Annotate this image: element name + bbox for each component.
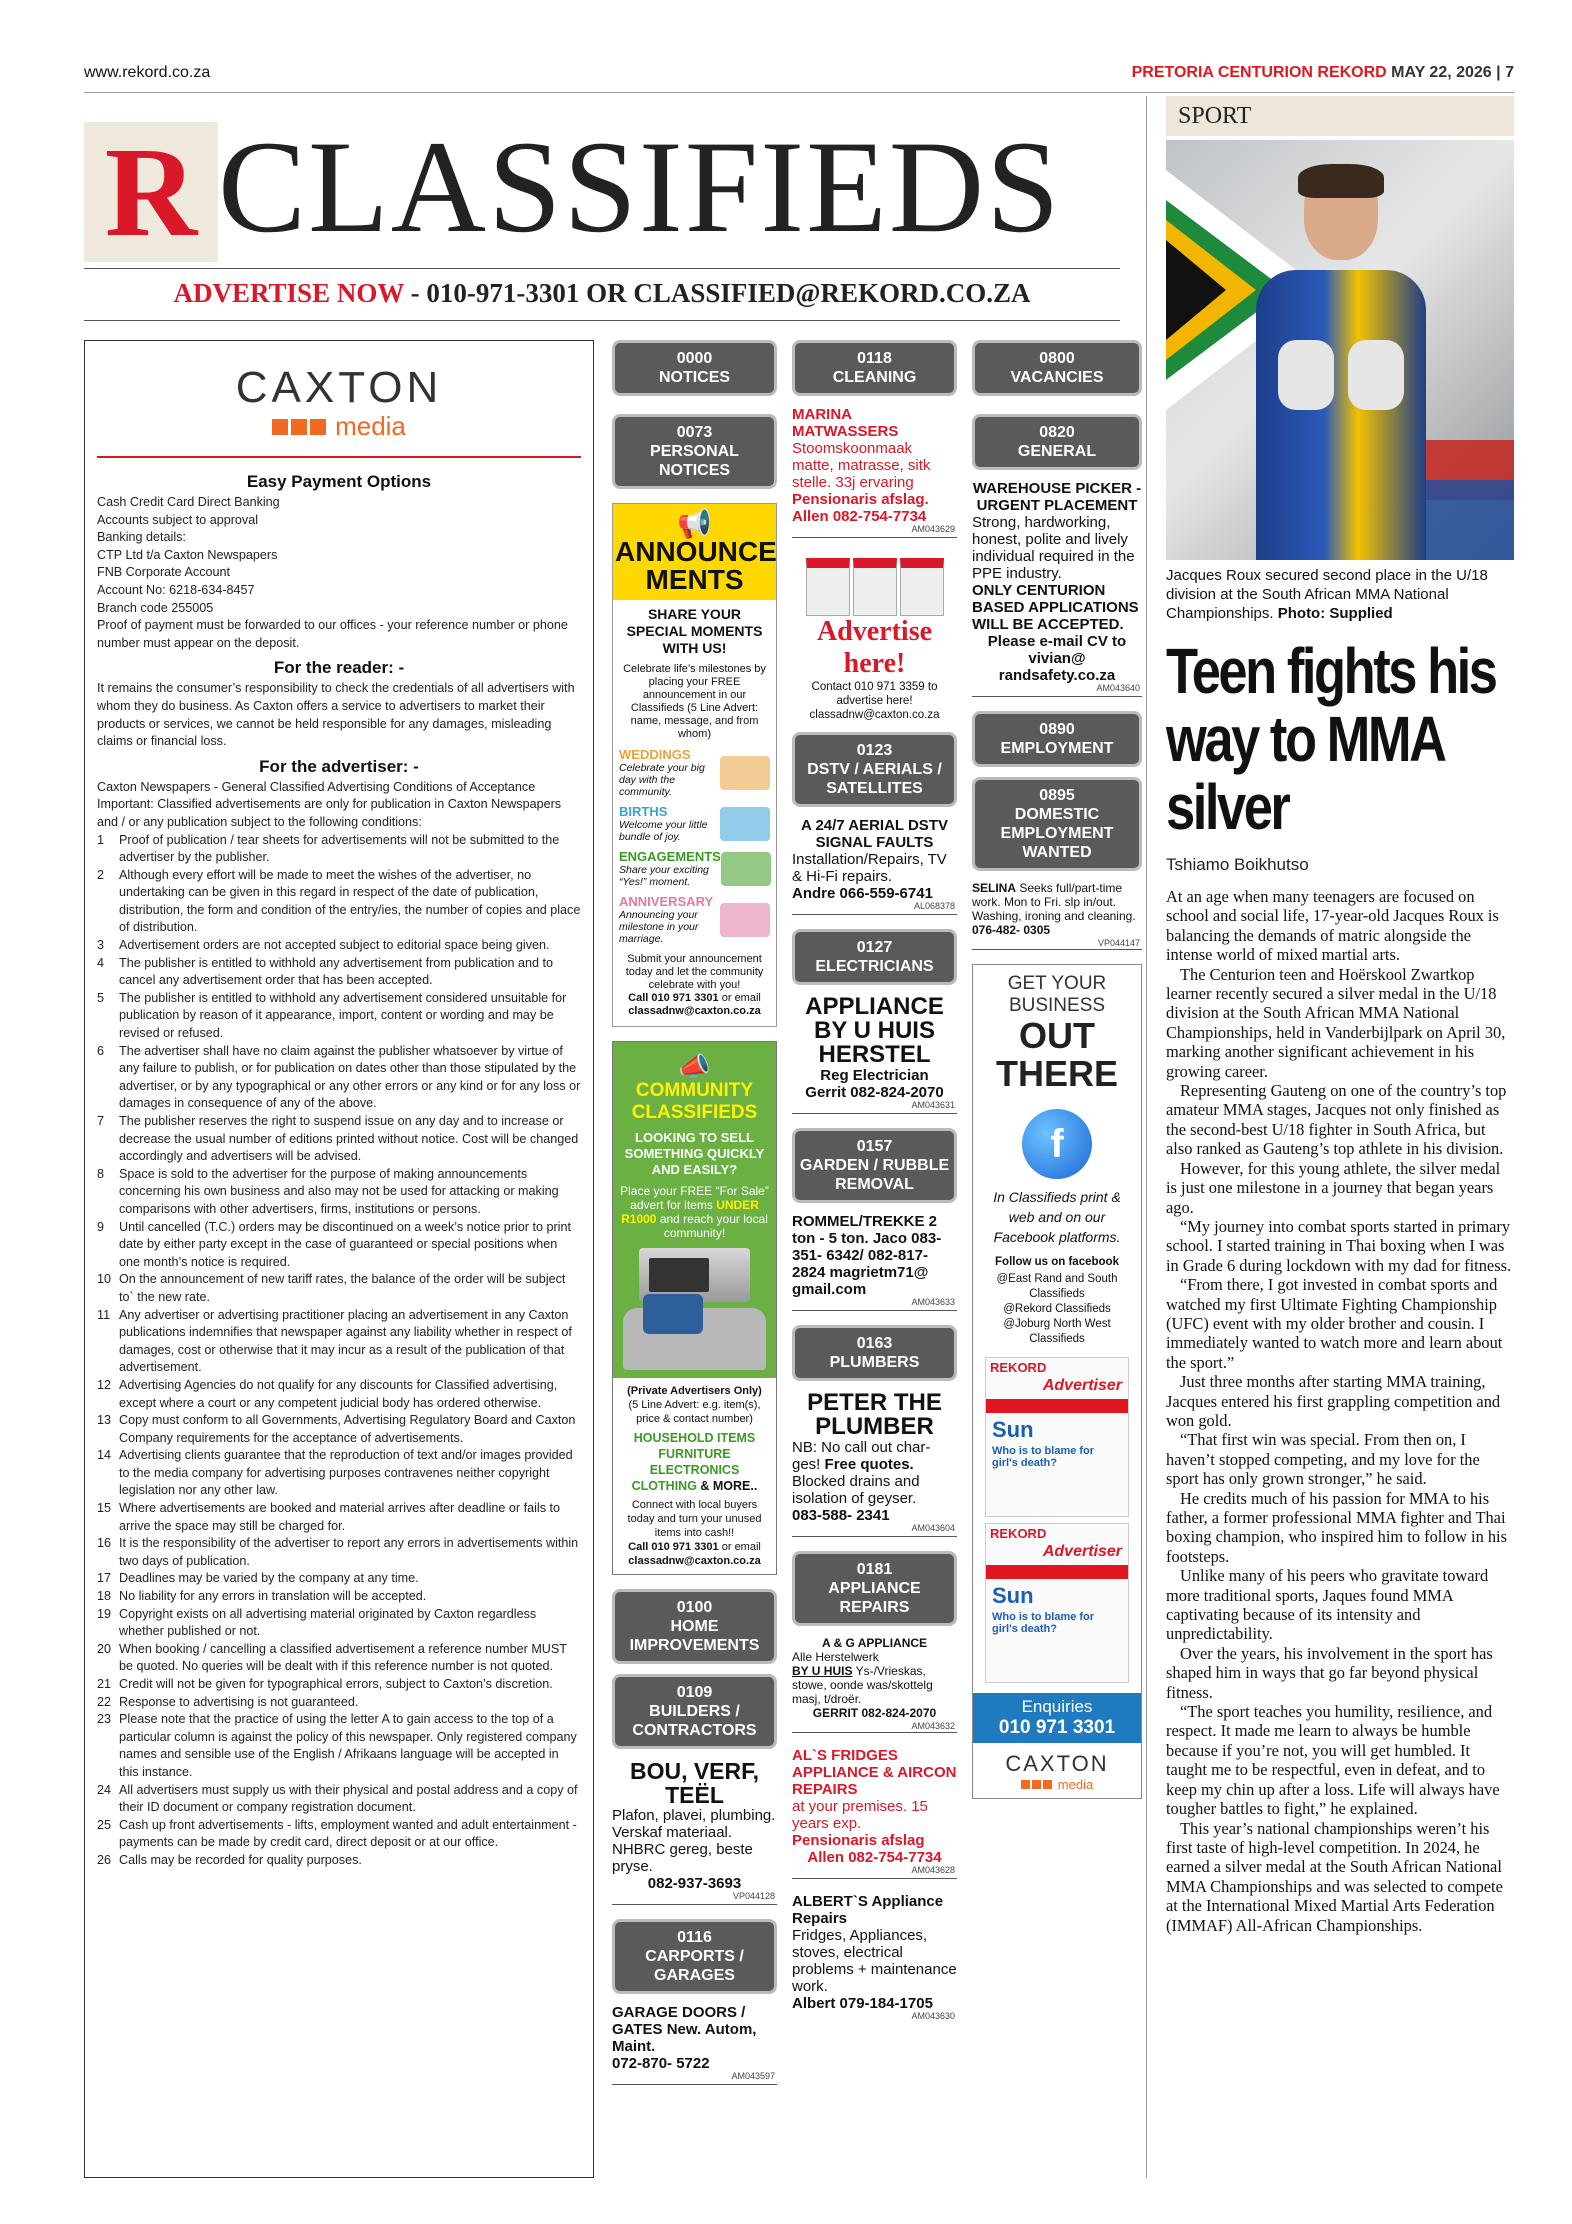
ad-phone[interactable]: Allen 082-754-7734 (792, 508, 927, 525)
section-header-0157[interactable]: 0157 GARDEN / RUBBLE REMOVAL (792, 1128, 957, 1203)
community-email[interactable]: classadnw@caxton.co.za (628, 1555, 761, 1567)
terms-item: 4 The publisher is entitled to withhold any advertisement from publication and to cancel any advertisement order that has been accepted. (97, 955, 554, 988)
column-cleaning (792, 340, 957, 2038)
section-header-0123[interactable]: 0123 DSTV / AERIALS / SATELLITES (792, 732, 957, 807)
ad-warehouse-picker: WAREHOUSE PICKER - URGENT PLACEMENT Strong, hardworking, honest, polite and lively individual required in the PPE industry. ONLY CENTURION BASED APPLICATIONS WILL BE ACCEPTED. Please e-mail CV to vivian@ randsafety.co.za AM043640 (972, 480, 1142, 697)
community-items: HOUSEHOLD ITEMS FURNITURE ELECTRONICS CLOTHING & MORE.. (631, 1431, 758, 1493)
terms-item: 20 When booking / cancelling a classified advertisement a reference number MUST be quoted. No queries will be dealt with if this reference number is not quoted. (97, 1641, 567, 1674)
enquiries-phone[interactable]: 010 971 3301 (998, 1717, 1116, 1738)
sport-column (1166, 96, 1514, 1935)
caxton-logo-text: CAXTON (235, 363, 443, 412)
terms-box (84, 340, 594, 2178)
column-vacancies (972, 340, 1142, 1799)
athlete-photo (1166, 140, 1514, 560)
terms-list (97, 832, 581, 1870)
payment-heading: Easy Payment Options (246, 472, 432, 491)
announcement-type: WEDDINGS Celebrate your big day with the community. (619, 747, 770, 798)
article-paragraph: He credits much of his passion for MMA to his father, a former professional MMA fighter and Thai boxing champion, who inspired him to follow in his footsteps. (1166, 1488, 1507, 1566)
advertiser-heading: For the advertiser: - (259, 756, 419, 776)
page-number: 7 (1505, 64, 1514, 81)
ad-title: PETER THE PLUMBER (807, 1389, 942, 1440)
ad-code: VP044128 (732, 1891, 775, 1901)
getbiz-pages[interactable]: @East Rand and South Classifieds @Rekord Classifieds @Joburg North West Classifieds (996, 1273, 1118, 1345)
ad-body: Strong, hardworking, honest, polite and lively individual required in the PPE industry. (972, 514, 1135, 582)
announcement-type: ANNIVERSARY Announcing your milestone in your marriage. (619, 894, 770, 945)
getbiz-title: OUT THERE (995, 1015, 1118, 1094)
terms-item: 17 Deadlines may be varied by the company at any time. (97, 1571, 419, 1586)
announcements-ad (612, 503, 777, 1027)
ad-phone[interactable]: 083-588- 2341 (792, 1507, 890, 1524)
announcement-image (720, 903, 770, 937)
terms-item: 16 It is the responsibility of the advertiser to report any errors in advertisements within two days of publication. (97, 1536, 579, 1568)
section-header-0163[interactable]: 0163 PLUMBERS (792, 1325, 957, 1381)
section-header-0100[interactable]: 0100 HOME IMPROVEMENTS (612, 1589, 777, 1664)
ad-phone[interactable]: 072-870- 5722 (612, 2055, 710, 2072)
section-header-0820[interactable]: 0820 GENERAL (972, 414, 1142, 470)
ad-code: AM043629 (911, 524, 955, 534)
ad-code: AM043630 (911, 2011, 955, 2021)
ad-title: A 24/7 AERIAL DSTV SIGNAL FAULTS (801, 817, 948, 851)
announcement-types (619, 747, 770, 945)
article-paragraph: However, for this young athlete, the silver medal is just one milestone in a journey that began years ago. (1166, 1158, 1501, 1217)
ad-code: VP044147 (1097, 938, 1140, 948)
ad-code: AM043640 (1096, 683, 1140, 693)
article-paragraph: Just three months after starting MMA training, Jacques entered his first grappling competition and won gold. (1166, 1372, 1501, 1430)
get-your-business-out-there-ad (972, 964, 1142, 1799)
terms-item: 5 The publisher is entitled to withhold any advertisement considered unsuitable for publication by reason of it appearance, import, content or wording and may be revised or refused. (97, 990, 567, 1041)
newspaper-thumbnail: REKORD Advertiser Sun Who is to blame for girl's death? (985, 1523, 1129, 1683)
ad-phone[interactable]: Gerrit 082-824-2070 (805, 1084, 944, 1101)
photo-caption: Jacques Roux secured second place in the U/18 division at the South African MMA National Championships. Photo: Supplied (1166, 567, 1488, 622)
getbiz-heading: GET YOUR BUSINESS (1007, 973, 1107, 1016)
ad-marina: MARINA MATWASSERS Stoomskoonmaak matte, matrasse, sitk stelle. 33j ervaring Pensionaris afslag. Allen 082-754-7734 AM043629 (792, 406, 957, 538)
announcements-contact: Call 010 971 3301 or email classadnw@caxton.co.za (628, 992, 761, 1017)
headline: Teen fights his way to MMA silver (1166, 635, 1496, 843)
announcement-image (720, 756, 770, 790)
article-paragraph: At an age when many teenagers are focused on school and social life, 17-year-old Jacques Roux is balancing the demands of matric alongside the intense world of mixed martial arts. (1166, 887, 1499, 965)
sport-label: SPORT (1166, 96, 1514, 136)
reader-text: It remains the consumer’s responsibility to check the credentials of all advertisers with whom they do business. As Caxton offers a service to advertisers to market their products or services, we cannot be held responsible for any damages, misleading claims or financial loss. (97, 681, 575, 749)
getbiz-follow: Follow us on facebook (995, 1256, 1119, 1268)
terms-item: 19 Copyright exists on all advertising material originated by Caxton regardless whether published or not. (97, 1606, 537, 1639)
announcement-type: BIRTHS Welcome your little bundle of joy. (619, 804, 770, 843)
terms-item: 18 No liability for any errors in translation will be accepted. (97, 1589, 427, 1604)
top-bar (84, 60, 1514, 88)
terms-item: 11 Any advertiser or advertising practitioner placing an advertisement in any Caxton publications indemnifies that newspaper against any liability whether in respect of damages, cost or otherwise that it may incur as a result of the publication of that advertisement. (97, 1307, 572, 1375)
announcements-call[interactable]: Call 010 971 3301 (628, 992, 719, 1004)
terms-item: 1 Proof of publication / tear sheets for advertisements will not be submitted to the advertiser by the publisher. (97, 832, 560, 865)
ad-title: A & G APPLIANCE (821, 1636, 928, 1650)
ad-code: AM043632 (911, 1721, 955, 1731)
advertise-here-title: Advertise here! (816, 616, 933, 679)
terms-item: 13 Copy must conform to all Governments, Advertising Regulatory Board and Caxton Company requirements for the acceptance of advertisements. (97, 1413, 576, 1445)
payment-text: Cash Credit Card Direct Banking Accounts subject to approval Banking details: CTP Ltd t/a Caxton Newspapers FNB Corporate Account Account No: 6218-634-8457 Branch code 255005 Proof of payment must be forwarded to our offices - your reference number or phone number must appear on the deposit. (97, 495, 568, 650)
advertiser-intro: Caxton Newspapers - General Classified Advertising Conditions of Acceptance Important: Classified advertisements are only for publication in Caxton Newspapers and / or any publication subject to the following conditions: (97, 779, 562, 829)
publication-name: PRETORIA CENTURION REKORD (1131, 64, 1387, 81)
facebook-icon[interactable]: f (1022, 1109, 1092, 1179)
ad-code: AM043628 (911, 1865, 955, 1875)
terms-item: 6 The advertiser shall have no claim against the publisher whatsoever by virtue of any failure to publish, or for publication on dates other than those stipulated by the advertiser, or by any typographical or any other errors or any kind or for any loss or damages in consequence of any of the above. (97, 1043, 581, 1111)
ad-rommel (792, 1213, 957, 1311)
ad-body: Plafon, plavei, plumbing. Verskaf materiaal. NHBRC gereg, beste pryse. (612, 1807, 776, 1875)
community-place: Place your FREE “For Sale” advert for items UNDER R1000 and reach your local community! (620, 1184, 769, 1240)
terms-item: 9 Until cancelled (T.C.) orders may be discontinued on a week’s notice prior to print date by either party except in the case of guaranteed or special positions when one month’s notice is required. (97, 1219, 571, 1269)
masthead-rule (84, 268, 1120, 269)
enquiries-bar: Enquiries 010 971 3301 (973, 1693, 1141, 1743)
article-paragraph: “From there, I got invested in combat sports and watched my first Ultimate Fighting Championship (UFC) event with my older brother and cousin. I immediately wanted to watch more and learn about the sport.” (1166, 1275, 1503, 1372)
ad-garage-doors (612, 2004, 777, 2085)
article-paragraph: Representing Gauteng on one of the country’s top amateur MMA stages, Jacques not only finished as the second-best U/18 fighter in South Africa, but also ranked as Gauteng’s top athlete in his division. (1166, 1081, 1507, 1159)
community-connect: Connect with local buyers today and turn your unused items into cash!! (627, 1499, 762, 1539)
advertise-rule (84, 320, 1120, 321)
article-body (1166, 887, 1514, 1935)
terms-item: 12 Advertising Agencies do not qualify for any discounts for Classified advertising, except where a court or any competent judicial body has ordered otherwise. (97, 1377, 558, 1410)
ad-title: MARINA MATWASSERS (792, 406, 899, 440)
caxton-logo (97, 363, 581, 442)
classifieds-masthead (84, 112, 1120, 262)
ad-email[interactable]: Please e-mail CV to vivian@ randsafety.co.za (987, 633, 1127, 684)
red-divider (97, 456, 581, 458)
byline: Tshiamo Boikhutso (1166, 855, 1309, 874)
announcements-title: 📢 ANNOUNCE MENTS (613, 504, 776, 600)
site-url[interactable]: www.rekord.co.za (84, 64, 211, 81)
ad-body[interactable]: ROMMEL/TREKKE 2 ton - 5 ton. Jaco 083-351- 6342/ 082-817-2824 magrietm71@ gmail.com (792, 1213, 942, 1298)
terms-item: 26 Calls may be recorded for quality purposes. (97, 1852, 362, 1867)
section-header-0118[interactable]: 0118 CLEANING (792, 340, 957, 396)
community-private: (Private Advertisers Only) (627, 1385, 762, 1397)
terms-item: 22 Response to advertising is not guaranteed. (97, 1694, 359, 1709)
caxton-logo: CAXTON media (1005, 1751, 1109, 1792)
terms-item: 25 Cash up front advertisements - lifts, employment wanted and adult entertainment - payments can be made by credit card, direct deposit or at our office. (97, 1817, 577, 1850)
ad-appliance-herstel: APPLIANCE BY U HUIS HERSTEL Reg Electrician Gerrit 082-824-2070 AM043631 (792, 995, 957, 1114)
announcements-footer: Submit your announcement today and let the community celebrate with you! (625, 953, 764, 991)
community-contact: Call 010 971 3301 or email classadnw@caxton.co.za (628, 1541, 761, 1567)
terms-item: 23 Please note that the practice of using the letter A to gain access to the top of a particular column is against the policy of this newspaper. Only registered company names and sensible use of the English / Afrikaans language will be accepted in this instance. (97, 1712, 577, 1779)
publication-line: PRETORIA CENTURION REKORD MAY 22, 2026 | 7 (1131, 64, 1514, 81)
ad-body: Installation/Repairs, TV & Hi-Fi repairs. (792, 851, 947, 885)
article-paragraph: The Centurion teen and Hoërskool Zwartkop learner recently secured a silver medal in the U/18 division at the South African MMA National Championships, held in Vanderbijlpark on April 30, marking another significant achievement in his growing career. (1166, 964, 1506, 1081)
article-paragraph: “My journey into combat sports started in primary school. I started training in Thai boxing when I was in Grade 6 during lockdown with my dad for fitness. (1166, 1216, 1512, 1275)
terms-item: 14 Advertising clients guarantee that the reproduction of text and/or images provided to the media company for advertising purposes contravenes neither copyright legislation nor any other law. (97, 1448, 573, 1498)
article-paragraph: “The sport teaches you humility, resilience, and respect. It made me learn to always be humble because if you’re not, you will get humbled. It taught me to be respectful, even in defeat, and to keep my chin up after a loss. Life will always have tougher battles to fight,” he explained. (1166, 1702, 1500, 1819)
article-paragraph: Over the years, his involvement in the sport has shaped him in ways that go far beyond physical fitness. (1166, 1643, 1493, 1702)
community-call[interactable]: Call 010 971 3301 (628, 1541, 719, 1553)
ad-code: AM043604 (911, 1523, 955, 1533)
megaphone-icon: 📣 (678, 1051, 711, 1081)
ad-ag-appliance: A & G APPLIANCE Alle Herstelwerk BY U HUIS Ys-/Vrieskas, stowe, oonde was/skottelg masj, t/droër. GERRIT 082-824-2070 AM043632 (792, 1636, 955, 1731)
announcements-email[interactable]: classadnw@caxton.co.za (628, 1005, 761, 1017)
community-title: COMMUNITY CLASSIFIEDS (631, 1080, 758, 1123)
publication-date: MAY 22, 2026 (1391, 64, 1492, 81)
community-lines: (5 Line Advert: e.g. item(s), price & contact number) (628, 1399, 761, 1425)
ad-title: AL`S FRIDGES APPLIANCE & AIRCON REPAIRS (792, 1747, 957, 1798)
article-paragraph: “That first win was special. From then on, I haven’t stopped competing, and my love for the sport has only grown stronger,” he said. (1166, 1430, 1480, 1489)
sofa-image (623, 1308, 766, 1370)
ad-phone[interactable]: Albert 079-184-1705 (792, 1995, 933, 2012)
megaphone-icon: 📢 (677, 508, 712, 539)
section-header-0127[interactable]: 0127 ELECTRICIANS (792, 929, 957, 985)
ad-selina: SELINA Seeks full/part-time work. Mon to Fri. slp in/out. Washing, ironing and cleaning. 076-482- 0305 VP044147 (972, 881, 1140, 948)
announcement-image (721, 852, 771, 886)
article-paragraph: Unlike many of his peers who gravitate toward more traditional sports, Jaques found MMA captivating because of its intensity and unpredictability. (1166, 1566, 1489, 1644)
section-header-0890[interactable]: 0890 EMPLOYMENT (972, 711, 1142, 767)
ad-phone[interactable]: Allen 082-754-7734 (807, 1849, 942, 1866)
ad-title: APPLIANCE BY U HUIS HERSTEL (805, 993, 944, 1068)
section-header-0895[interactable]: 0895 DOMESTIC EMPLOYMENT WANTED (972, 777, 1142, 871)
terms-item: 3 Advertisement orders are not accepted subject to editorial space being given. (97, 938, 550, 953)
ad-title: WAREHOUSE PICKER - URGENT PLACEMENT (972, 480, 1142, 514)
ad-phone[interactable]: 076-482- 0305 (972, 923, 1051, 937)
ad-bou-verf (612, 1759, 777, 1905)
ad-code: AM043633 (911, 1297, 955, 1307)
community-question: LOOKING TO SELL SOMETHING QUICKLY AND EASILY? (624, 1130, 765, 1177)
masthead-title: CLASSIFIEDS (218, 113, 1062, 260)
advertise-here-ad (792, 552, 957, 732)
ad-als-fridges: AL`S FRIDGES APPLIANCE & AIRCON REPAIRS at your premises. 15 years exp. Pensionaris afslag Allen 082-754-7734 AM043628 (792, 1747, 957, 1879)
section-header-0073[interactable]: 0073 PERSONAL NOTICES (612, 414, 777, 489)
top-rule (84, 92, 1514, 93)
section-header-0116[interactable]: 0116 CARPORTS / GARAGES (612, 1919, 777, 1994)
column-notices (612, 340, 777, 2099)
ad-body: Blocked drains and isolation of geyser. (792, 1473, 920, 1507)
section-header-0181[interactable]: 0181 APPLIANCE REPAIRS (792, 1551, 957, 1626)
ad-dstv (792, 817, 957, 915)
section-header-0000[interactable]: 0000 NOTICES (612, 340, 777, 396)
ad-code: AL068378 (913, 901, 955, 911)
article-paragraph: This year’s national championships weren’t his first taste of high-level competition. In 2024, he earned a silver medal at the South African National MMA Championships and was selected to compete at the International Mixed Martial Arts Federation (IMMAF) All-African Championships. (1166, 1818, 1503, 1935)
ad-phone[interactable]: GERRIT 082-824-2070 (812, 1706, 937, 1720)
terms-item: 21 Credit will not be given for typographical errors, subject to Caxton’s discretion. (97, 1677, 553, 1691)
section-header-0109[interactable]: 0109 BUILDERS / CONTRACTORS (612, 1674, 777, 1749)
ad-peter-plumber: PETER THE PLUMBER NB: No call out char-ges! Free quotes. Blocked drains and isolation of geyser. 083-588- 2341 AM043604 (792, 1391, 957, 1537)
getbiz-text: In Classifieds print & web and on our Facebook platforms. (993, 1189, 1121, 1245)
caxton-media-text: media (335, 411, 406, 441)
announcements-intro: Celebrate life’s milestones by placing your FREE announcement in our Classifieds (5 Line Advert: name, message, and from whom) (623, 663, 766, 740)
announcement-image (720, 807, 770, 841)
advertise-line (84, 278, 1120, 309)
advertise-here-body[interactable]: Contact 010 971 3359 to advertise here! classadnw@caxton.co.za (809, 681, 940, 721)
ad-title: GARAGE DOORS / GATES New. Autom, Maint. (612, 2004, 757, 2055)
ad-code: AM043597 (731, 2071, 775, 2081)
ad-body: Stoomskoonmaak matte, matrasse, sitk stelle. 33j ervaring (792, 440, 931, 491)
ad-phone[interactable]: Andre 066-559-6741 (792, 885, 933, 902)
terms-item: 24 All advertisers must supply us with their physical and postal address and a copy of their ID document or company registration document. (97, 1782, 578, 1815)
terms-item: 15 Where advertisements are booked and material arrives after deadline or fails to arrive the space may still be charged for. (97, 1501, 561, 1533)
masthead-letter: R (84, 122, 218, 262)
newspaper-stack-image (796, 558, 953, 616)
section-header-0800[interactable]: 0800 VACANCIES (972, 340, 1142, 396)
ad-code: AM043631 (911, 1100, 955, 1110)
terms-item: 8 Space is sold to the advertiser for the purpose of making announcements concerning his own business and also may not be used for attacking or making comparisons with other advertisers, firms, institutions or persons. (97, 1166, 559, 1216)
terms-item: 10 On the announcement of new tariff rates, the balance of the order will be subject to` the new rate. (97, 1272, 566, 1304)
community-classifieds-ad (612, 1041, 777, 1575)
newspaper-thumbnail: REKORD Advertiser Sun Who is to blame for girl's death? (985, 1357, 1129, 1517)
announcements-sub: SHARE YOUR SPECIAL MOMENTS WITH US! (626, 606, 763, 656)
sport-divider (1146, 96, 1147, 2178)
terms-item: 2 Although every effort will be made to meet the wishes of the advertiser, no undertaking can be given in this regard in respect of the date of publication, distribution, the form and condition of the entry/ies, the number of copies and place of distribution. (97, 867, 581, 935)
ad-title: BOU, VERF, TEËL (629, 1758, 760, 1808)
advertise-now: ADVERTISE NOW (173, 278, 404, 308)
athlete-figure (1256, 170, 1426, 560)
ad-albert: ALBERT`S Appliance Repairs Fridges, Appliances, stoves, electrical problems + maintenance work. Albert 079-184-1705 AM043630 (792, 1893, 957, 2024)
ad-title: ALBERT`S Appliance Repairs (792, 1893, 944, 1927)
reader-heading: For the reader: - (273, 658, 405, 678)
terms-item: 7 The publisher reserves the right to suspend issue on any day and to increase or decrease the usual number of editions printed without notice. Cost will be changed accordingly and advertisers will be advised. (97, 1114, 579, 1164)
photo-credit: Photo: Supplied (1277, 605, 1393, 622)
advertise-contact[interactable]: - 010-971-3301 OR CLASSIFIED@REKORD.CO.ZA (403, 278, 1031, 308)
announcement-type: ENGAGEMENTS Share your exciting “Yes!” moment. (619, 849, 770, 888)
ad-phone[interactable]: 082-937-3693 (647, 1875, 742, 1892)
